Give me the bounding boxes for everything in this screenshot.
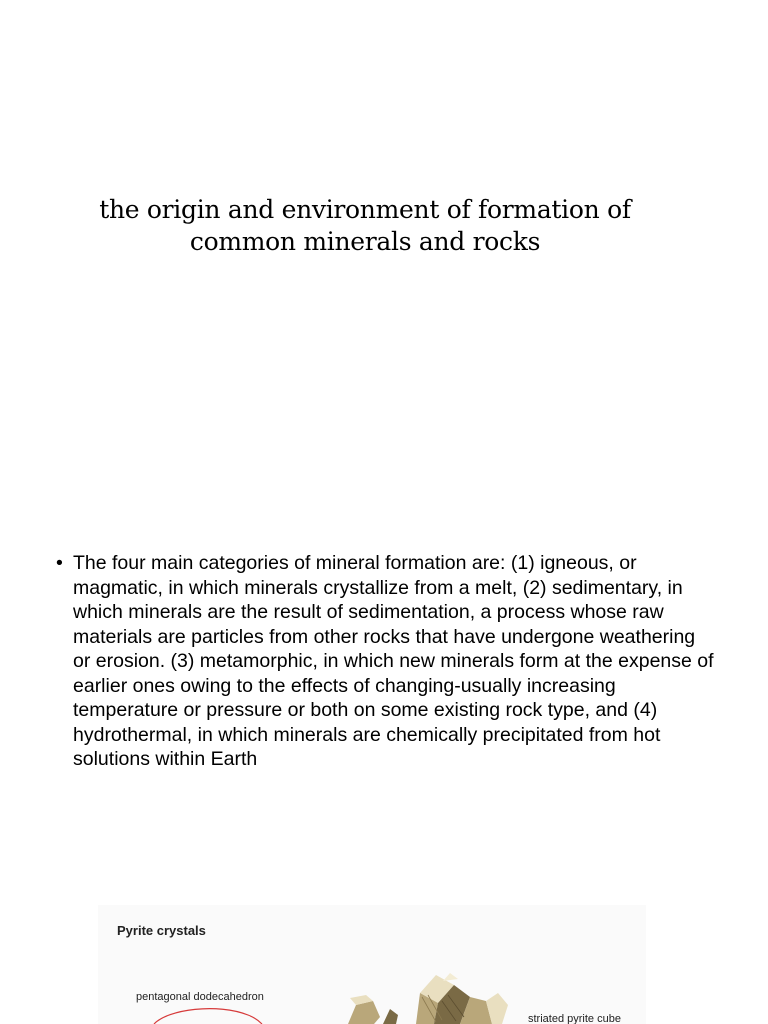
bullet-paragraph <box>56 551 716 772</box>
bullet-marker: • <box>56 552 63 574</box>
pyrite-figure <box>98 905 646 1024</box>
label-pentagonal-dodecahedron: pentagonal dodecahedron <box>136 991 264 1003</box>
dodecahedron-outline <box>154 1009 262 1024</box>
label-striated-pyrite-cube: striated pyrite cube <box>528 1013 621 1024</box>
figure-title: Pyrite crystals <box>117 923 206 938</box>
striated-cube-cluster <box>348 973 508 1024</box>
slide-title: the origin and environment of formation of common minerals and rocks <box>99 195 631 256</box>
bullet-text: The four main categories of mineral formation are: (1) igneous, or magmatic, in which minerals crystallize from a melt, (2) sedimentary, in which minerals are the result of sedimentation, a process whose raw materials are particles from other rocks that have undergone weathering or erosion. (3) metamorphic, in which new minerals form at the expense of earlier ones owing to the effects of changing-usually increasing temperature or pressure or both on some existing rock type, and (4) hydrothermal, in which minerals are chemically precipitated from hot solutions within Earth <box>73 552 714 770</box>
